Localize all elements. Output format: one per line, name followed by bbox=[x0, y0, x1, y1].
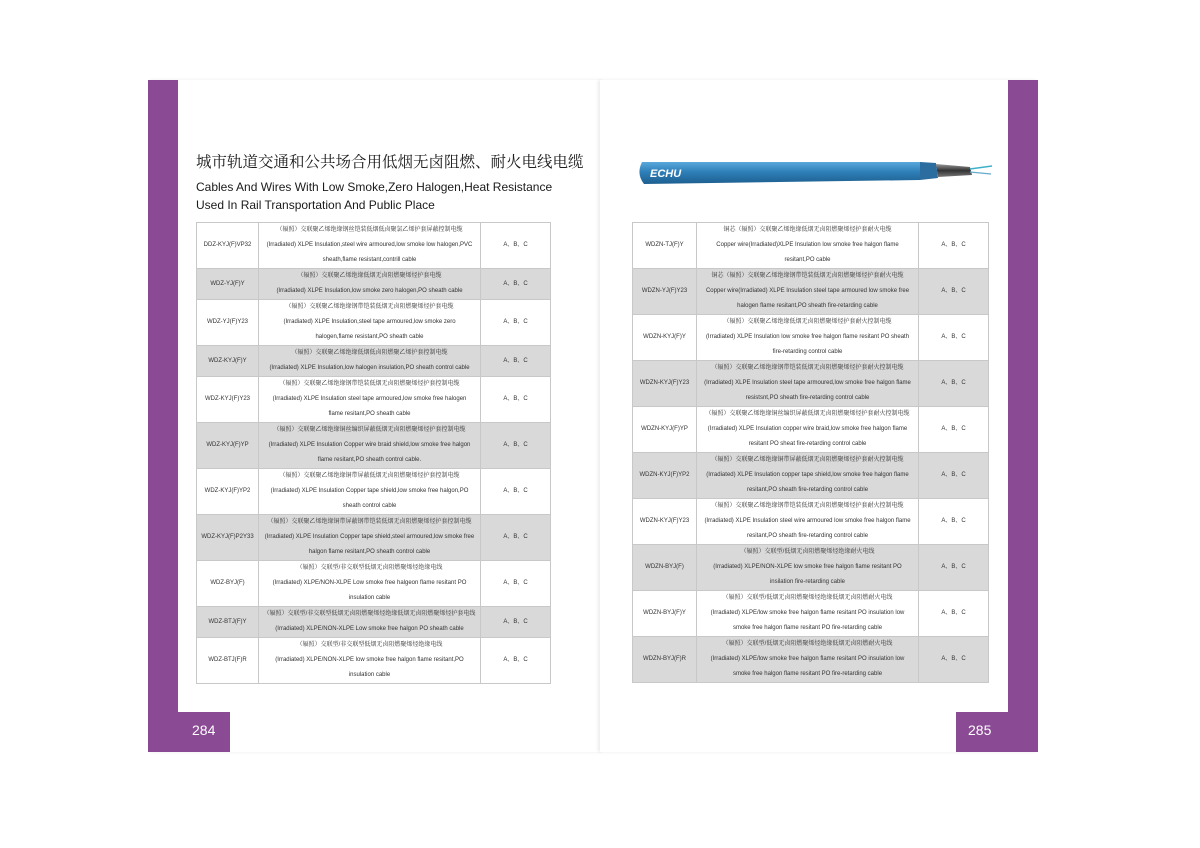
table-row bbox=[197, 423, 551, 469]
description-line: (Irradiated) XLPE Insulation Copper tape shield,low smoke free halgon,PO bbox=[270, 488, 469, 494]
description-cell bbox=[259, 423, 481, 469]
description-line: halgon flame resitant,PO sheath control cable bbox=[308, 549, 431, 555]
description-line: Copper wire(Irradiated)XLPE Insulation low smoke free halgon flame bbox=[716, 242, 899, 248]
table-row bbox=[633, 315, 989, 361]
description-line: （辐照）交联聚乙烯绝缘铜丝编织屏蔽低烟无卤阻燃聚烯烃护套耐火控制电缆 bbox=[705, 411, 910, 417]
table-row bbox=[197, 561, 551, 607]
description-cell bbox=[697, 637, 919, 683]
model-cell: WDZN-YJ(F)Y23 bbox=[633, 269, 697, 315]
standard-cell: A、B、C bbox=[481, 223, 551, 269]
model-cell: WDZN-BYJ(F)R bbox=[633, 637, 697, 683]
description-cell bbox=[259, 300, 481, 346]
description-line: (Irradiated) XLPE Insulation copper wire braid,low smoke free halgon flame bbox=[707, 426, 908, 432]
description-line: smoke free halgon flame resitant PO fire-retarding cable bbox=[732, 625, 883, 631]
description-line: resitant,PO sheath fire-retarding control cable bbox=[746, 533, 869, 539]
standard-cell: A、B、C bbox=[919, 315, 989, 361]
model-cell: WDZ-YJ(F)Y bbox=[197, 269, 259, 300]
cable-conductor-2 bbox=[970, 172, 991, 174]
description-line: （辐照）交联聚乙烯绝缘铜丝编织屏蔽低烟无卤阻燃聚烯烃护套控制电缆 bbox=[273, 427, 466, 433]
description-line: resistsnt,PO sheath fire-retarding control cable bbox=[745, 395, 870, 401]
description-line: halogen flame resitant,PO sheath fire-retarding cable bbox=[737, 303, 878, 309]
description-line: Copper wire(Irradiated) XLPE Insulation steel tape armoured low smoke free bbox=[705, 288, 910, 294]
description-line: (Irradiated) XLPE/NON-XLPE low smoke free halgon flame resitant,PO bbox=[275, 657, 464, 663]
model-cell: WDZ-KYJ(F)YP bbox=[197, 423, 259, 469]
model-cell: WDZ-BYJ(F) bbox=[197, 561, 259, 607]
table-row bbox=[197, 223, 551, 269]
description-line: (Irradiated) XLPE/NON-XLPE Low smoke free halgon PO sheath cable bbox=[275, 626, 464, 632]
description-line: 铜芯（辐照）交联聚乙烯绝缘低烟无卤阻燃聚烯烃护套耐火电缆 bbox=[723, 227, 892, 233]
model-cell: WDZ-YJ(F)Y23 bbox=[197, 300, 259, 346]
standard-cell: A、B、C bbox=[919, 545, 989, 591]
standard-cell: A、B、C bbox=[919, 499, 989, 545]
description-cell bbox=[697, 315, 919, 361]
description-line: （辐照）交联聚乙烯绝缘钢带铠装低烟无卤阻燃聚烯烃护套控制电缆 bbox=[279, 381, 460, 387]
description-line: sheath,flame resistant,contrill cable bbox=[322, 257, 417, 263]
standard-cell: A、B、C bbox=[481, 269, 551, 300]
description-line: （辐照）交联聚乙烯绝缘铜带屏蔽低烟无卤阻燃聚烯烃护套控制电缆 bbox=[279, 473, 460, 479]
description-line: halogen,flame resistant,PO sheath cable bbox=[315, 334, 424, 340]
standard-cell: A、B、C bbox=[919, 407, 989, 453]
table-row bbox=[633, 637, 989, 683]
description-cell bbox=[697, 545, 919, 591]
model-cell: WDZN-KYJ(F)Y bbox=[633, 315, 697, 361]
description-line: insilation fire-retarding cable bbox=[769, 579, 846, 585]
model-cell: WDZ-KYJ(F)Y bbox=[197, 346, 259, 377]
standard-cell: A、B、C bbox=[919, 223, 989, 269]
description-line: (Irradiated) XLPE/low smoke free halgon flame resitant PO insulation low bbox=[710, 656, 905, 662]
standard-cell: A、B、C bbox=[481, 607, 551, 638]
description-line: （辐照）交联聚乙烯绝缘低烟无卤阻燃聚烯烃护套电缆 bbox=[297, 273, 442, 279]
model-cell: WDZ-KYJ(F)YP2 bbox=[197, 469, 259, 515]
table-row bbox=[633, 223, 989, 269]
standard-cell: A、B、C bbox=[919, 361, 989, 407]
description-line: resitant,PO sheath fire-retarding control cable bbox=[746, 487, 869, 493]
standard-cell: A、B、C bbox=[481, 346, 551, 377]
standard-cell: A、B、C bbox=[481, 638, 551, 684]
description-line: (Irradiated) XLPE Insulation,steel wire armoured,low smoke low halogen,PVC bbox=[266, 242, 473, 248]
model-cell: WDZN-KYJ(F)YP2 bbox=[633, 453, 697, 499]
table-row bbox=[197, 269, 551, 300]
model-cell: WDZ-BTJ(F)R bbox=[197, 638, 259, 684]
standard-cell: A、B、C bbox=[481, 300, 551, 346]
description-cell bbox=[697, 591, 919, 637]
standard-cell: A、B、C bbox=[481, 515, 551, 561]
description-line: smoke free halgon flame resitant PO fire-retarding cable bbox=[732, 671, 883, 677]
description-cell bbox=[259, 269, 481, 300]
model-cell: WDZN-KYJ(F)Y23 bbox=[633, 499, 697, 545]
description-line: （辐照）交联聚乙烯绝缘钢带铠装低烟无卤阻燃聚烯烃护套耐火控制电缆 bbox=[711, 365, 904, 371]
description-line: (Irradiated) XLPE/NON-XLPE low smoke free halgon flame resitant PO bbox=[713, 564, 902, 570]
table-row bbox=[197, 377, 551, 423]
description-cell bbox=[697, 269, 919, 315]
table-row bbox=[197, 300, 551, 346]
description-line: （辐照）交联聚乙烯绝缘铜带屏蔽钢带铠装低烟无卤阻燃聚烯烃护套控制电缆 bbox=[267, 519, 472, 525]
table-row bbox=[197, 515, 551, 561]
description-line: resitant PO sheat fire-retarding control cable bbox=[748, 441, 867, 447]
table-row bbox=[633, 269, 989, 315]
description-line: sheath control cable bbox=[342, 503, 397, 509]
description-cell bbox=[259, 607, 481, 638]
standard-cell: A、B、C bbox=[481, 423, 551, 469]
description-line: (Irradiated) XLPE Insulation low smoke free halgon flame resitant PO sheath bbox=[705, 334, 910, 340]
cable-jacket-end bbox=[920, 162, 938, 180]
description-line: flame resitant,PO sheath cable bbox=[328, 411, 411, 417]
standard-cell: A、B、C bbox=[481, 561, 551, 607]
description-cell bbox=[697, 223, 919, 269]
table-row bbox=[197, 469, 551, 515]
description-line: （辐照）交联型/低烟无卤阻燃聚烯烃绝缘耐火电线 bbox=[740, 549, 875, 555]
description-line: (Irradiated) XLPE Insulation steel wire armoured low smoke free halgon flame bbox=[704, 518, 911, 524]
model-cell: WDZ-BTJ(F)Y bbox=[197, 607, 259, 638]
model-cell: WDZN-BYJ(F)Y bbox=[633, 591, 697, 637]
cable-brand-logo: ECHU bbox=[650, 168, 682, 180]
description-line: （辐照）交联聚乙烯绝缘低烟低卤阻燃聚乙烯护套控制电缆 bbox=[291, 350, 448, 356]
standard-cell: A、B、C bbox=[919, 453, 989, 499]
description-line: (Irradiated) XLPE Insulation,low halogen insulation,PO sheath control cable bbox=[269, 365, 470, 371]
description-line: (Irradiated) XLPE Insulation Copper tape shield,steel armoured,low smoke free bbox=[264, 534, 475, 540]
standard-cell: A、B、C bbox=[919, 591, 989, 637]
description-line: （辐照）交联型/非交联型低烟无卤阻燃聚烯烃绝缘电线 bbox=[296, 565, 443, 571]
model-cell: WDZN-BYJ(F) bbox=[633, 545, 697, 591]
standard-cell: A、B、C bbox=[481, 377, 551, 423]
table-row bbox=[633, 407, 989, 453]
description-line: fire-retarding control cable bbox=[772, 349, 843, 355]
model-cell: WDZN-KYJ(F)Y23 bbox=[633, 361, 697, 407]
table-row bbox=[197, 638, 551, 684]
table-row bbox=[197, 607, 551, 638]
model-cell: WDZ-KYJ(F)P2Y33 bbox=[197, 515, 259, 561]
description-line: （辐照）交联聚乙烯绝缘钢丝铠装低烟低卤聚氯乙烯护套屏蔽控制电缆 bbox=[276, 227, 463, 233]
table-row bbox=[633, 453, 989, 499]
model-cell: WDZN-KYJ(F)YP bbox=[633, 407, 697, 453]
description-line: resitant,PO cable bbox=[784, 257, 831, 263]
description-cell bbox=[259, 469, 481, 515]
table-row bbox=[633, 545, 989, 591]
description-line: (Irradiated) XLPE/low smoke free halgon flame resitant PO insulation low bbox=[710, 610, 905, 616]
description-cell bbox=[697, 453, 919, 499]
description-line: insulation cable bbox=[348, 595, 391, 601]
cable-jacket bbox=[639, 162, 920, 184]
model-cell: WDZ-KYJ(F)Y23 bbox=[197, 377, 259, 423]
page-title-english-line2: Used In Rail Transportation And Public Place bbox=[196, 198, 435, 212]
description-cell bbox=[697, 361, 919, 407]
description-line: insulation cable bbox=[348, 672, 391, 678]
left-page-number: 284 bbox=[192, 722, 216, 738]
cable-product-image bbox=[636, 148, 992, 196]
description-cell bbox=[697, 407, 919, 453]
description-cell bbox=[697, 499, 919, 545]
description-cell bbox=[259, 638, 481, 684]
description-line: （辐照）交联聚乙烯绝缘钢带铠装低烟无卤阻燃聚烯烃护套电缆 bbox=[285, 304, 454, 310]
page-title-chinese: 城市轨道交通和公共场合用低烟无卤阻燃、耐火电线电缆 bbox=[196, 153, 584, 171]
table-row bbox=[633, 499, 989, 545]
description-cell bbox=[259, 561, 481, 607]
description-line: (Irradiated) XLPE Insulation,steel tape armoured,low smoke zero bbox=[283, 319, 456, 325]
page-title-english bbox=[196, 178, 552, 214]
description-line: flame resitant,PO sheath control cable. bbox=[317, 457, 422, 463]
description-cell bbox=[259, 377, 481, 423]
description-line: (Irradiated) XLPE Insulation copper tape shield,low smoke free halgon flame bbox=[706, 472, 909, 478]
left-accent-bar bbox=[148, 80, 178, 752]
description-line: （辐照）交联型/低烟无卤阻燃聚烯烃绝缘低烟无卤阻燃耐火电线 bbox=[722, 595, 893, 601]
description-cell bbox=[259, 346, 481, 377]
left-page-number-tab bbox=[148, 712, 230, 752]
right-accent-bar bbox=[1008, 80, 1038, 752]
description-line: (Irradiated) XLPE Insulation,low smoke zero halogen,PO sheath cable bbox=[276, 288, 463, 294]
standard-cell: A、B、C bbox=[481, 469, 551, 515]
description-line: （辐照）交联聚乙烯绝缘钢带铠装低烟无卤阻燃聚烯烃护套耐火控制电缆 bbox=[711, 503, 904, 509]
description-line: （辐照）交联聚乙烯绝缘铜带屏蔽低烟无卤阻燃聚烯烃护套耐火控制电缆 bbox=[711, 457, 904, 463]
table-row bbox=[197, 346, 551, 377]
table-row bbox=[633, 361, 989, 407]
right-page-number: 285 bbox=[968, 722, 992, 738]
page-title-english-line1: Cables And Wires With Low Smoke,Zero Halogen,Heat Resistance bbox=[196, 180, 553, 194]
description-line: (Irradiated) XLPE/NON-XLPE Low smoke free halgeon flame resitant PO bbox=[272, 580, 467, 586]
table-row bbox=[633, 591, 989, 637]
description-line: (Irradiated) XLPE Insulation steel tape armoured,low smoke free halogen bbox=[272, 396, 467, 402]
description-line: （辐照）交联型/非交联型低烟无卤阻燃聚烯烃绝缘低烟无卤阻燃聚烯烃护套电线 bbox=[263, 611, 476, 617]
description-line: 铜芯（辐照）交联聚乙烯绝缘钢带铠装低烟无卤阻燃聚烯烃护套耐火电缆 bbox=[711, 273, 904, 279]
cable-conductor-1 bbox=[970, 166, 992, 169]
description-line: （辐照）交联型/非交联型低烟无卤阻燃聚烯烃绝缘电线 bbox=[296, 642, 443, 648]
standard-cell: A、B、C bbox=[919, 637, 989, 683]
cable-strands bbox=[936, 164, 972, 177]
description-cell bbox=[259, 223, 481, 269]
description-line: (Irradiated) XLPE Insulation steel tape armoured,low smoke free halgon flame bbox=[704, 380, 911, 386]
description-line: （辐照）交联型/低烟无卤阻燃聚烯烃绝缘低烟无卤阻燃耐火电线 bbox=[722, 641, 893, 647]
description-cell bbox=[259, 515, 481, 561]
model-cell: DDZ-KYJ(F)VP32 bbox=[197, 223, 259, 269]
description-line: （辐照）交联聚乙烯绝缘低烟无卤阻燃聚烯烃护套耐火控制电缆 bbox=[723, 319, 892, 325]
right-spec-table bbox=[632, 222, 989, 683]
left-spec-table bbox=[196, 222, 551, 684]
standard-cell: A、B、C bbox=[919, 269, 989, 315]
description-line: (Irradiated) XLPE Insulation Copper wire braid shield,low smoke free halgon bbox=[268, 442, 471, 448]
model-cell: WDZN-TJ(F)Y bbox=[633, 223, 697, 269]
